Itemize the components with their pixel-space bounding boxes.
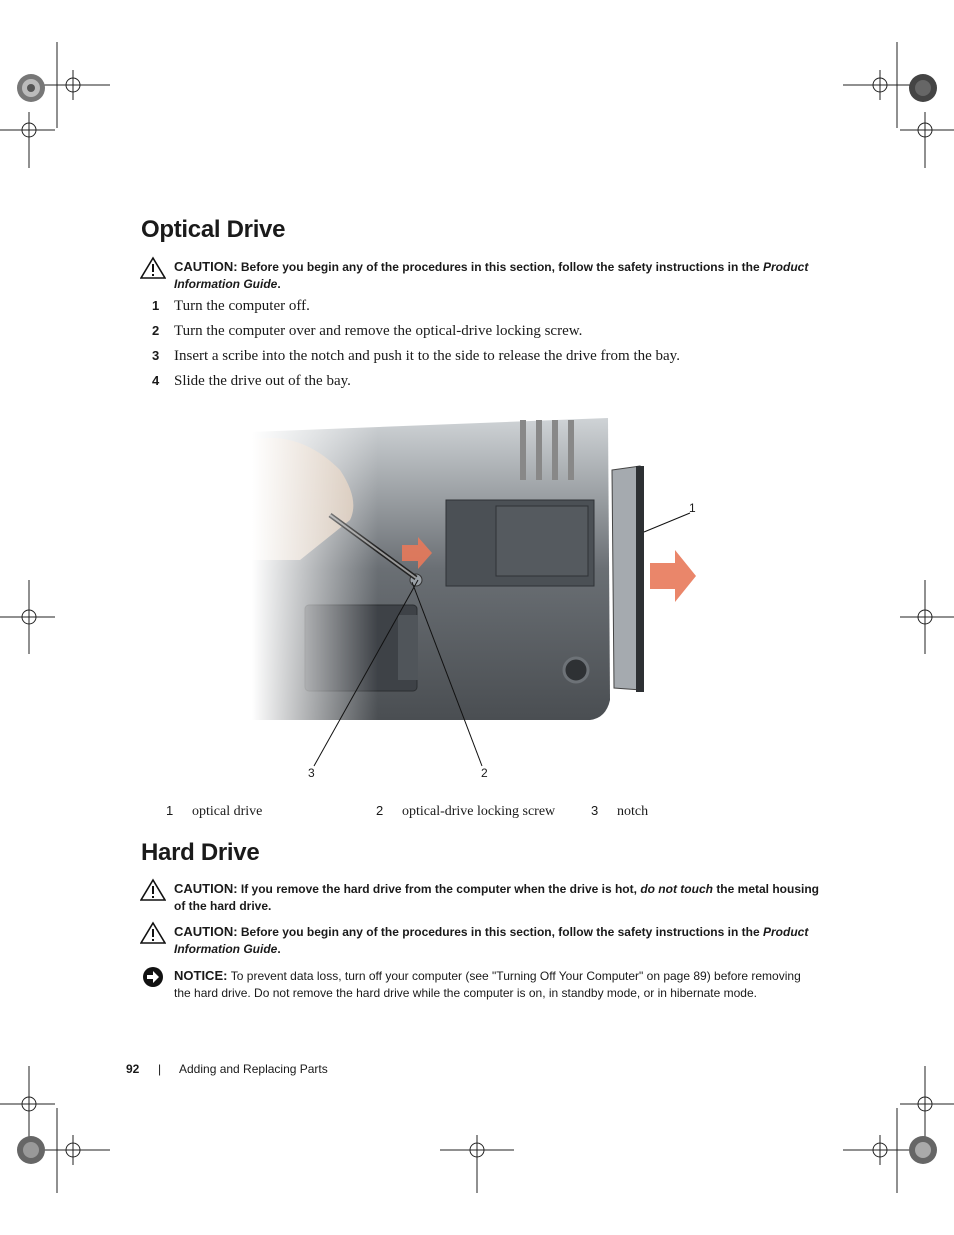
caution-text-end: the metal housing of the hard drive. (174, 882, 819, 913)
footer-chapter: Adding and Replacing Parts (179, 1062, 328, 1076)
legend-label: notch (617, 804, 649, 819)
step-text: Slide the drive out of the bay. (174, 373, 351, 389)
caution-triangle-icon (140, 878, 166, 902)
step-text: Insert a scribe into the notch and push it to the side to release the drive from the bay. (174, 348, 680, 364)
legend-item-1 (166, 803, 262, 820)
page-number: 92 (126, 1062, 140, 1076)
guide-reference: Product Information Guide (174, 925, 809, 956)
legend-number: 1 (166, 803, 174, 818)
section-title-hard-drive: Hard Drive (141, 839, 260, 866)
step-text: Turn the computer over and remove the optical-drive locking screw. (174, 323, 583, 339)
caution-emphasis: do not touch (640, 882, 713, 896)
legend-number: 2 (376, 803, 384, 818)
legend-item-2 (376, 803, 555, 820)
step-text: Turn the computer off. (174, 298, 310, 314)
caution-notice-2 (140, 923, 820, 958)
notice-label: NOTICE: (174, 968, 228, 983)
legend-label: optical drive (192, 804, 263, 819)
caution-text: If you remove the hard drive from the computer when the drive is hot, (240, 882, 637, 896)
caution-triangle-icon (140, 921, 166, 945)
step-number: 3 (152, 348, 160, 363)
caution-hot-drive (140, 880, 820, 915)
notice-text: To prevent data loss, turn off your computer (see "Turning Off Your Computer" on page 89) before removing the hard drive. Do not remove the hard drive while the computer is on, in standby mode, or in hibernate mode. (174, 969, 801, 1000)
caution-end: . (277, 277, 281, 291)
legend-label: optical-drive locking screw (402, 804, 556, 819)
caution-label: CAUTION: (174, 924, 238, 939)
legend-number: 3 (591, 803, 599, 818)
step-number: 1 (152, 298, 160, 313)
caution-text: Before you begin any of the procedures in this section, follow the safety instructions in the (240, 925, 760, 939)
guide-reference: Product Information Guide (174, 260, 809, 291)
caution-label: CAUTION: (174, 259, 238, 274)
step-number: 2 (152, 323, 160, 338)
caution-end: . (277, 942, 281, 956)
callout-1: 1 (689, 501, 696, 515)
notice-arrow-icon (140, 965, 166, 989)
footer-separator: | (158, 1062, 162, 1076)
caution-label: CAUTION: (174, 881, 238, 896)
legend-item-3 (591, 803, 648, 820)
caution-text: Before you begin any of the procedures in this section, follow the safety instructions in the (240, 260, 760, 274)
callout-3: 3 (308, 766, 315, 780)
step-number: 4 (152, 373, 160, 388)
callout-2: 2 (481, 766, 488, 780)
notice (140, 967, 820, 1002)
section-title-optical-drive: Optical Drive (141, 216, 286, 243)
